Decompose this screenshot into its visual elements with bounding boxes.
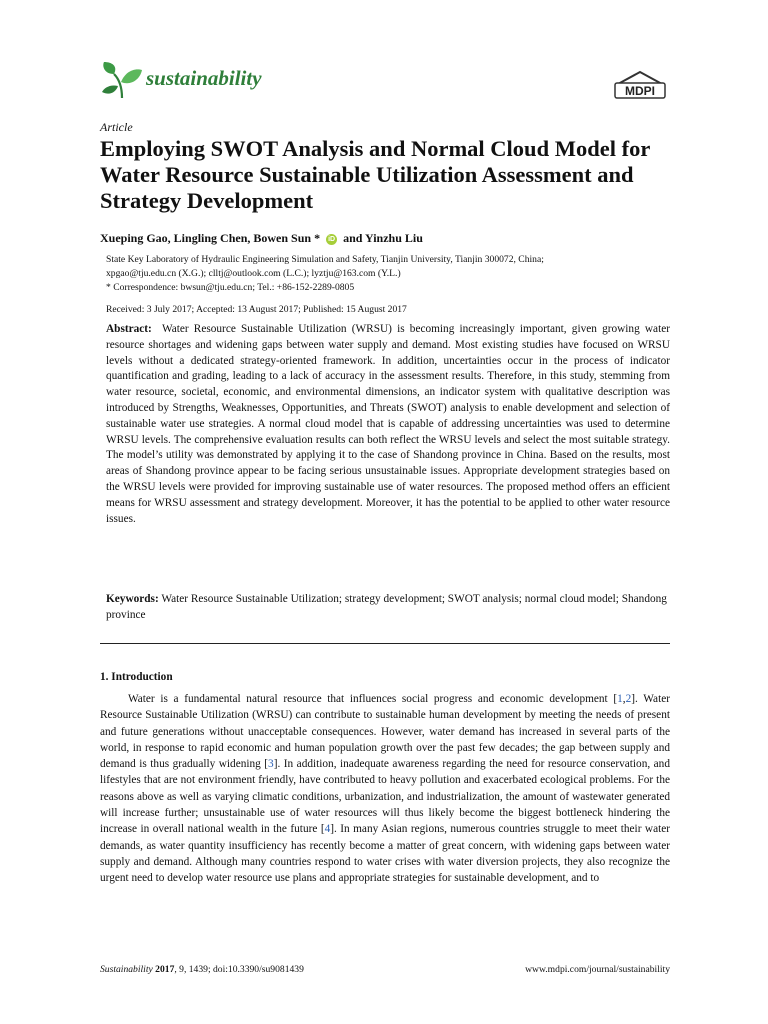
authors-part1: Xueping Gao, Lingling Chen, Bowen Sun *: [100, 231, 321, 245]
citation-link[interactable]: 2: [625, 693, 632, 705]
journal-name: sustainability: [146, 66, 262, 90]
intro-text: ]. In many Asian regions, numerous countries struggle to meet their water demands, as water quantity insufficiency has recently become a matter of great concern, with widening gaps between water supply and demand. Although many countries respond to water crises with water diversion projects, they also recognize the urgent need to develop water resource use plans and appropriate strategies for sustainable development, and to: [100, 823, 670, 885]
intro-text: ,: [622, 693, 626, 705]
publication-dates: Received: 3 July 2017; Accepted: 13 August 2017; Published: 15 August 2017: [106, 304, 407, 315]
sustainability-leaf-logo-icon: [100, 60, 144, 100]
keywords-text: Water Resource Sustainable Utilization; strategy development; SWOT analysis; normal cloud model; Shandong province: [106, 593, 667, 621]
section-divider: [100, 643, 670, 644]
footer-year: 2017: [155, 964, 175, 975]
section-heading-introduction: 1. Introduction: [100, 671, 173, 683]
keywords: [106, 591, 670, 623]
citation-link[interactable]: 1: [617, 693, 623, 705]
mdpi-logo-icon: [612, 70, 668, 100]
publisher-logo-text: MDPI: [625, 84, 655, 98]
abstract: [106, 322, 670, 527]
abstract-label: Abstract:: [106, 323, 152, 335]
footer-doi: , 9, 1439; doi:10.3390/su9081439: [174, 964, 304, 975]
affiliation-emails: xpgao@tju.edu.cn (X.G.); clltj@outlook.com (L.C.); lyztju@163.com (Y.L.): [106, 268, 401, 279]
orcid-icon[interactable]: iD: [328, 236, 336, 243]
authors-part2: and Yinzhu Liu: [343, 231, 423, 245]
footer-journal: Sustainability: [100, 964, 153, 975]
keywords-label: Keywords:: [106, 593, 159, 605]
footer-url[interactable]: www.mdpi.com/journal/sustainability: [525, 964, 670, 975]
correspondence: * Correspondence: bwsun@tju.edu.cn; Tel.: +86-152-2289-0805: [106, 282, 355, 293]
introduction-paragraph: [100, 691, 670, 887]
intro-text: ]. In addition, inadequate awareness regarding the need for resource conservation, and lifestyles that are not environment friendly, have contributed to heavy pollution and exacerbated ecological problems. For the reasons above as well as varying climatic conditions, urbanization, and industrialization, the amount of wastewater generated will increase further; unsustainable use of water resources will thus likely become the biggest bottleneck hindering the increase in overall national wealth in the future [: [100, 758, 670, 836]
intro-text: Water is a fundamental natural resource that influences social progress and economic development [: [128, 693, 618, 705]
footer-citation: [100, 964, 304, 975]
author-list: [100, 231, 423, 246]
abstract-text: Water Resource Sustainable Utilization (WRSU) is becoming increasingly important, given growing water resource shortages and widening gaps between water supply and demand. Most existing studies have focused on WRSU levels without a dedicated strategy-oriented framework. In addition, uncertainties occur in the process of indicator quantification and grading, leading to a lack of accuracy in the assessment results. Therefore, in this study, stemming from water resource, societal, economic, and environmental dimensions, an indicator system with qualitative description was introduced by Strengths, Weaknesses, Opportunities, and Threats (SWOT) analysis to enable development and selection of sustainable water use strategies. A normal cloud model that is capable of addressing uncertainties was used to determine WRSU levels. The comprehensive evaluation results can both reflect the WRSU levels and select the most suitable strategy. The model’s utility was demonstrated by applying it to the case of Shandong province in China. Based on the results, most areas of Shandong province appear to be facing serious unsustainable issues. Appropriate development strategies based on the WRSU levels were provided for improving sustainable use of water resources. The proposed method offers an efficient means for WRSU assessment and strategy development. Moreover, it has the potential to be applied to other water resource issues.: [106, 323, 670, 525]
affiliation-line: State Key Laboratory of Hydraulic Engineering Simulation and Safety, Tianjin University, Tianjin 300072, China;: [106, 254, 544, 265]
intro-text: ]. Water Resource Sustainable Utilization (WRSU) can contribute to sustainable human development by meeting the needs of present and future generations without unacceptable consequences. However, water demand has increased in several parts of the world, in response to rapid economic and human population growth over the past few decades; the gap between supply and demand is thus gradually widening [: [100, 693, 670, 771]
article-type: Article: [100, 120, 133, 134]
article-title: Employing SWOT Analysis and Normal Cloud Model for Water Resource Sustainable Utilization Assessment and Strategy Development: [100, 136, 650, 213]
citation-link[interactable]: 3: [268, 758, 274, 771]
affiliations: [106, 253, 670, 295]
citation-link[interactable]: 4: [324, 823, 331, 836]
